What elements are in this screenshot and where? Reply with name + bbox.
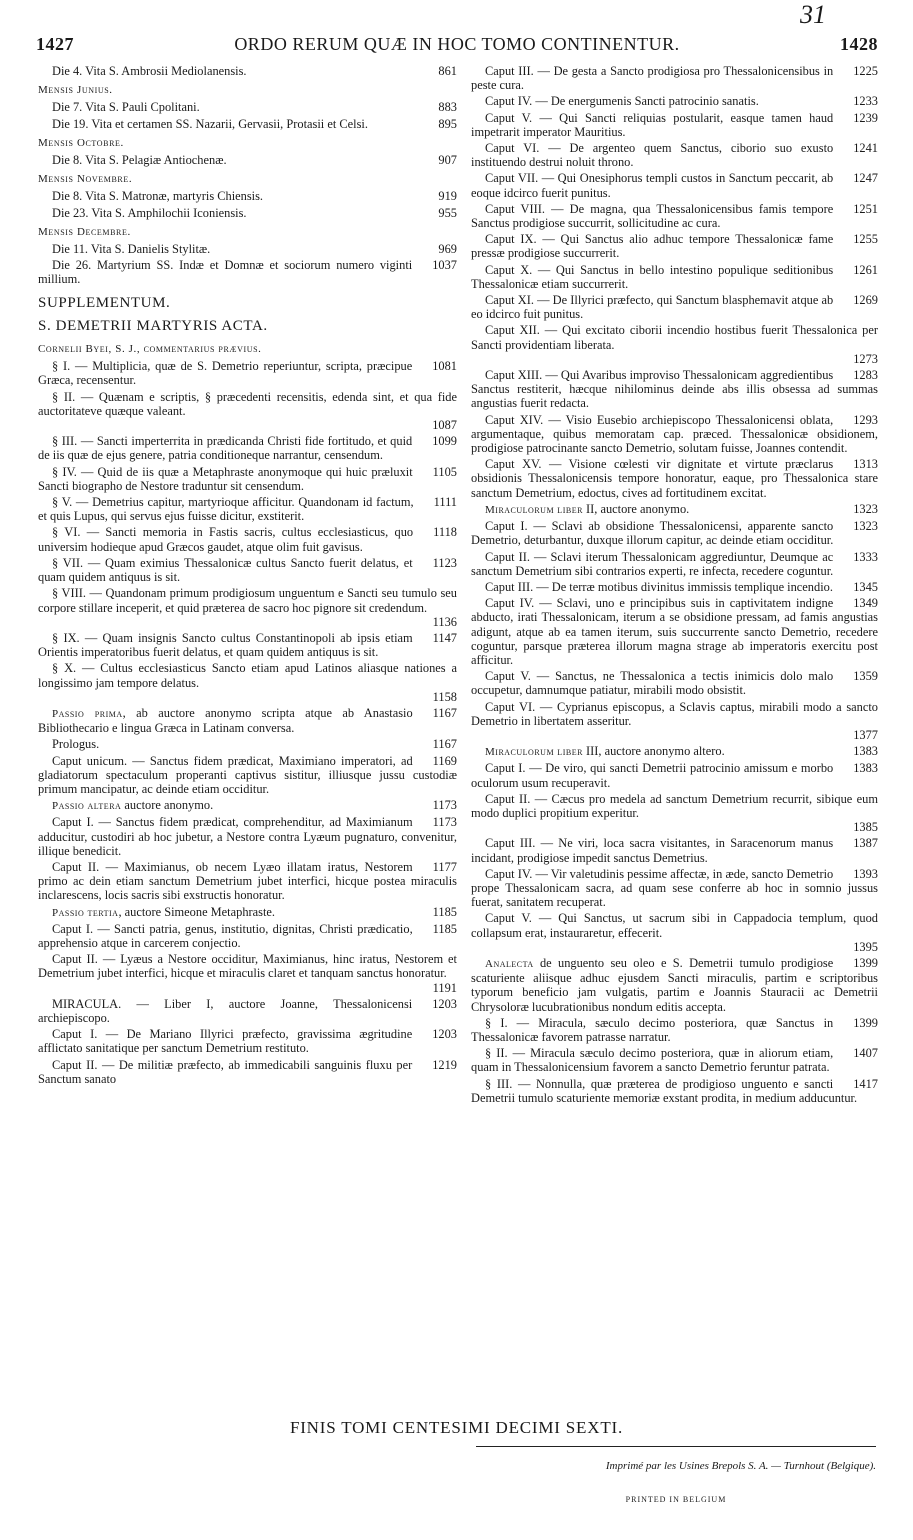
toc-entry <box>38 390 457 433</box>
toc-entry-text: Caput II. — Maximianus, ob necem Lyæo illatam iratus, Nestorem primo ac dein etiam sanctum Demetrium jubet interfici, hicque postea miraculis inclarescens, locis sacris sibi exstructis honoratur. <box>38 859 457 903</box>
toc-page-number: 1173 <box>432 798 457 813</box>
toc-entry <box>38 631 457 659</box>
toc-entry-text: Caput VII. — Qui Onesiphorus templi custos in Sanctum peccarit, ab eoque idcirco fuerit punitus. <box>471 171 834 200</box>
toc-page-number: 1241 <box>853 141 878 156</box>
toc-entry <box>38 64 457 78</box>
toc-entry <box>38 737 457 751</box>
toc-page-number: 1123 <box>432 555 457 570</box>
toc-entry <box>38 815 457 858</box>
toc-entry-text: Passio prima, ab auctore anonymo scripta atque ab Anastasio Bibliothecario e lingua Græca in Latinam conversa. <box>38 705 413 736</box>
section-heading: Mensis Junius. <box>38 84 113 97</box>
toc-page-number: 1169 <box>432 753 457 768</box>
toc-entry <box>38 860 457 903</box>
toc-entry-text: Die 7. Vita S. Pauli Cpolitani. <box>52 100 200 115</box>
toc-entry <box>471 792 878 835</box>
toc-page-number: 1399 <box>853 1015 878 1030</box>
toc-entry <box>471 761 878 789</box>
toc-entry-text: Caput II. — Sclavi iterum Thessalonicam aggrediuntur, Deumque ac sanctum Demetrium sibi contrarios experti, re infecta, recedere coguntur. <box>471 549 834 578</box>
toc-entry <box>471 669 878 697</box>
toc-entry <box>471 956 878 1014</box>
toc-entry <box>38 495 457 523</box>
toc-entry <box>471 519 878 547</box>
toc-page-number: 1359 <box>853 669 878 684</box>
page-title: ORDO RERUM QUÆ IN HOC TOMO CONTINENTUR. <box>234 34 680 54</box>
toc-page-number: 1167 <box>432 705 457 720</box>
toc-entry-text: Caput VI. — Cyprianus episcopus, a Sclavis captus, mirabili modo a sancto Demetrio in libertatem asseritur. <box>471 699 878 728</box>
toc-page-number: 1111 <box>433 495 457 510</box>
toc-page-number: 1377 <box>853 727 878 742</box>
toc-entry-text: Caput IX. — Qui Sanctus alio adhuc tempore Thessalonicæ fame pressæ prodigiose succurrerit. <box>471 232 834 261</box>
toc-page-number: 969 <box>438 242 457 257</box>
toc-entry <box>471 323 878 366</box>
toc-entry-text: Die 11. Vita S. Danielis Stylitæ. <box>52 242 211 257</box>
toc-page-number: 1345 <box>853 579 878 594</box>
toc-entry <box>38 525 457 553</box>
toc-entry <box>471 911 878 954</box>
toc-entry <box>38 952 457 995</box>
toc-entry-text: § III. — Sancti imperterrita in prædicanda Christi fide fortitudo, et quid de iis quæ de ejus genere, patria conditioneque narrantur, censendum. <box>38 434 413 463</box>
toc-page-number: 1323 <box>853 519 878 534</box>
toc-page-number: 1081 <box>432 359 457 374</box>
toc-page-number: 1283 <box>853 368 878 383</box>
toc-entry <box>471 232 878 260</box>
toc-entry-text: Caput XII. — Qui excitato ciborii incendio hostibus fuerit Thessalonica per Sancti providentiam liberata. <box>471 323 878 352</box>
toc-page-number: 1251 <box>853 201 878 216</box>
right-column-number: 1428 <box>840 34 878 54</box>
toc-page-number: 1399 <box>853 955 878 970</box>
toc-page-number: 1087 <box>432 418 457 433</box>
toc-entry-text: Caput III. — De gesta a Sancto prodigiosa pro Thessalonicensibus in peste cura. <box>471 64 834 93</box>
toc-page-number: 1191 <box>432 980 457 995</box>
toc-page-number: 1393 <box>853 866 878 881</box>
toc-entry-text: § IX. — Quam insignis Sancto cultus Constantinopoli ab ipsis etiam Orientis imperatoribus fuerit delatus, et quam quidem antiquus is sit. <box>38 630 413 660</box>
toc-page-number: 1395 <box>853 939 878 954</box>
toc-entry <box>471 202 878 230</box>
toc-entry-text: Passio altera auctore anonymo. <box>52 798 214 813</box>
toc-entry-text: Caput XI. — De Illyrici præfecto, qui Sanctum blasphemavit atque ab eo idcirco fuit punitus. <box>471 293 834 322</box>
toc-entry-text: Caput III. — Ne viri, loca sacra visitantes, in Saracenorum manus incidant, prodigiose impedit sanctus Demetrius. <box>471 836 834 865</box>
toc-entry-text: § IV. — Quid de iis quæ a Metaphraste anonymoque qui huic præluxit Sancti biographo de Nestore traduntur sit censendum. <box>38 464 413 493</box>
toc-page-number: 1383 <box>853 744 878 759</box>
toc-entry-text: Die 23. Vita S. Amphilochii Iconiensis. <box>52 205 247 220</box>
toc-entry <box>38 434 457 462</box>
toc-page-number: 1313 <box>853 457 878 472</box>
toc-page-number: 1247 <box>853 171 878 186</box>
toc-entry-text: Caput V. — Qui Sanctus, ut sacrum sibi in Cappadocia templum, quod collapsum erat, instauraretur, effecerit. <box>471 911 878 940</box>
toc-entry <box>38 153 457 167</box>
toc-entry <box>471 413 878 456</box>
toc-entry-text: Miraculorum liber II, auctore anonymo. <box>485 501 690 516</box>
toc-entry <box>38 242 457 256</box>
footer-rule <box>476 1446 876 1447</box>
toc-entry-text: Die 4. Vita S. Ambrosii Mediolanensis. <box>52 64 247 78</box>
toc-entry <box>38 117 457 131</box>
toc-page-number: 1185 <box>432 904 457 919</box>
toc-entry <box>38 706 457 735</box>
toc-entry <box>471 94 878 108</box>
toc-page-number: 1118 <box>433 525 457 540</box>
toc-entry <box>38 1058 457 1086</box>
toc-entry-text: Caput XIII. — Qui Avaribus improviso Thessalonicam aggredientibus Sanctus restiterit, hæcque nihilominus deinde abs illis obsessa ad summas angustias fuerit redacta. <box>471 368 878 411</box>
section-heading: Mensis Novembre. <box>38 173 133 186</box>
toc-entry-text: Caput VI. — De argenteo quem Sanctus, ciborio suo exusto instituendo destrui noluit throno. <box>471 141 834 170</box>
toc-entry-text: Caput unicum. — Sanctus fidem prædicat, Maximiano imperatori, ad gladiatorum spectaculum properanti captivus sistitur, illiusque jussu custodiæ primum mancipatur, ac deinde etiam occiditur. <box>38 753 457 796</box>
toc-entry <box>471 64 878 92</box>
toc-page-number: 1239 <box>853 110 878 125</box>
toc-entry <box>471 550 878 578</box>
toc-entry <box>38 206 457 220</box>
toc-entry-text: Caput II. — Lyæus a Nestore occiditur, Maximianus, hinc iratus, Nestorem et Demetrium jubet interfici, hicque et miraculis claret et tanquam sanctus honoratur. <box>38 952 457 981</box>
toc-entry-text: § VI. — Sancti memoria in Fastis sacris, cultus ecclesiasticus, quo universim hodieque apud Græcos gaudet, atque olim fuit gavisus. <box>38 525 414 554</box>
toc-entry <box>471 293 878 321</box>
toc-page-number: 907 <box>438 153 457 168</box>
toc-page-number: 1385 <box>853 820 878 835</box>
toc-entry <box>38 922 457 950</box>
printed-in-belgium: PRINTED IN BELGIUM <box>625 1495 727 1504</box>
toc-entry-text: Die 8. Vita S. Matronæ, martyris Chiensis. <box>52 189 264 204</box>
toc-page-number: 1037 <box>432 258 457 273</box>
toc-entry <box>38 661 457 704</box>
toc-entry <box>38 100 457 114</box>
toc-page-number: 883 <box>438 100 457 115</box>
toc-entry-text: Caput I. — De Mariano Illyrici præfecto, gravissima ægritudine afflictato sanitatique per sanctum Demetrium restituto. <box>38 1027 413 1056</box>
toc-page-number: 1261 <box>853 262 878 277</box>
toc-entry-text: Caput V. — Qui Sancti reliquias postularit, easque tamen haud impetrarit imperator Mauritius. <box>471 110 834 139</box>
toc-entry-text: Die 26. Martyrium SS. Indæ et Domnæ et sociorum numero viginti millium. <box>38 258 413 287</box>
toc-page-number: 1417 <box>853 1076 878 1091</box>
toc-entry-text: § VIII. — Quandonam primum prodigiosum unguentum e Sancti seu tumulo seu corpore stillare inceperit, et quid præterea de sacro hoc pignore sit credendum. <box>38 586 457 615</box>
toc-entry <box>471 368 878 411</box>
toc-entry-text: Caput IV. — Sclavi, uno e principibus suis in captivitatem indigne abducto, irati Thessalonicam, iterum a se obsidione pressam, ad famis angustias adigunt, atque ab ea tamen iterum, suis succurrente sancto Demetrio, recedere coguntur, parsque præterea illorum magna strage ab imperatoris exercitu post afficitur. <box>471 596 878 667</box>
section-title: S. DEMETRII MARTYRIS ACTA. <box>38 317 268 334</box>
toc-page-number: 1407 <box>853 1046 878 1061</box>
toc-page-number: 1255 <box>853 232 878 247</box>
toc-entry <box>471 1046 878 1074</box>
running-header <box>36 34 878 56</box>
toc-entry-text: Caput II. — De militiæ præfecto, ab immedicabili sanguinis fluxu per Sanctum sanato <box>38 1057 413 1086</box>
toc-entry <box>471 502 878 517</box>
toc-entry-text: Caput I. — De viro, qui sancti Demetrii patrocinio amissum e morbo oculorum usum recuperavit. <box>471 761 834 790</box>
corner-page-mark: 31 <box>800 0 826 29</box>
toc-entry <box>471 744 878 759</box>
toc-entry <box>471 596 878 667</box>
toc-entry <box>38 189 457 203</box>
toc-entry-text: § X. — Cultus ecclesiasticus Sancto etiam apud Latinos aliasque nationes a longissimo jam tempore delatus. <box>38 661 457 690</box>
toc-entry <box>471 867 878 910</box>
toc-entry-text: Caput VIII. — De magna, qua Thessalonicensibus famis tempore Sanctus prodigiose succurrit, sollicitudine ac cura. <box>471 201 834 231</box>
section-heading: Cornelii Byei, S. J., commentarius prævius. <box>38 343 262 356</box>
right-column <box>471 64 878 1107</box>
toc-entry <box>471 171 878 199</box>
toc-entry <box>38 465 457 493</box>
toc-entry <box>38 556 457 584</box>
toc-entry-text: Caput I. — Sanctus fidem prædicat, comprehenditur, ad Maximianum adducitur, custodiri ab hoc jubetur, a Nestore contra Lyæum pugnaturo, convenitur, illique benedicit. <box>38 815 457 858</box>
left-column <box>38 64 457 1088</box>
toc-page-number: 955 <box>438 205 457 220</box>
toc-page-number: 1273 <box>853 351 878 366</box>
toc-page-number: 1203 <box>432 996 457 1011</box>
toc-entry-text: Prologus. <box>52 737 100 752</box>
toc-page-number: 1136 <box>432 614 457 629</box>
toc-entry <box>38 997 457 1025</box>
toc-entry <box>38 258 457 286</box>
toc-entry-text: Passio tertia, auctore Simeone Metaphraste. <box>52 904 275 919</box>
toc-page-number: 1167 <box>432 737 457 752</box>
toc-entry-text: § VII. — Quam eximius Thessalonicæ cultus Sancto fuerit delatus, et quam quidem antiquus is sit. <box>38 555 413 585</box>
toc-entry-text: § II. — Quænam e scriptis, § præcedenti recensitis, edenda sint, et qua fide auctoritateve quæque valeant. <box>38 389 457 418</box>
toc-entry <box>38 905 457 920</box>
toc-entry-text: MIRACULA. — Liber I, auctore Joanne, Thessalonicensi archiepiscopo. <box>38 996 413 1025</box>
printer-imprint: Imprimé par les Usines Brepols S. A. — Turnhout (Belgique). <box>605 1460 876 1472</box>
toc-entry-text: Miraculorum liber III, auctore anonymo altero. <box>485 744 725 759</box>
toc-entry-text: Caput I. — Sclavi ab obsidione Thessalonicensi, apparente sancto Demetrio, deturbantur, duxque illorum capitur, ac deinde etiam occiditur. <box>471 519 834 548</box>
toc-page-number: 1349 <box>853 596 878 611</box>
toc-page-number: 1099 <box>432 434 457 449</box>
toc-page-number: 1158 <box>432 689 457 704</box>
toc-page-number: 1323 <box>853 501 878 516</box>
toc-page-number: 1185 <box>432 921 457 936</box>
section-heading: Mensis Decembre. <box>38 225 131 238</box>
toc-entry <box>471 1016 878 1044</box>
toc-entry <box>38 359 457 387</box>
toc-entry-text: § III. — Nonnulla, quæ præterea de prodigioso unguento e sancti Demetrii tumulo scaturiente memoriæ exstant prodita, in medium adducuntur. <box>471 1076 858 1105</box>
toc-page-number: 1219 <box>432 1057 457 1072</box>
toc-page-number: 1173 <box>432 815 457 830</box>
toc-page-number: 1177 <box>432 859 457 874</box>
toc-entry-text: § I. — Multiplicia, quæ de S. Demetrio reperiuntur, scripta, præcipue Græca, recensentur. <box>38 359 413 388</box>
toc-entry-text: § II. — Miracula sæculo decimo posteriora, quæ in aliorum etiam, quam in Thessalonicensium favorem a sancto Demetrio feruntur patrata. <box>471 1046 834 1075</box>
toc-entry-text: Caput X. — Qui Sanctus in bello intestino populique seditionibus Thessalonicæ etiam succurrerit. <box>471 262 834 291</box>
toc-entry <box>38 1027 457 1055</box>
toc-entry-text: Caput I. — Sancti patria, genus, institutio, dignitas, Christi prædicatio, apprehensio atque in carcerem conjectio. <box>38 921 413 950</box>
toc-entry-text: Caput IV. — De energumenis Sancti patrocinio sanatis. <box>485 94 759 109</box>
toc-page-number: 1105 <box>432 464 457 479</box>
toc-entry-text: Caput V. — Sanctus, ne Thessalonica a tectis inimicis dolo malo occupetur, damnumque patiatur, mirabili modo obsistit. <box>471 669 834 698</box>
toc-page-number: 1387 <box>853 836 878 851</box>
section-heading: Mensis Octobre. <box>38 136 124 149</box>
toc-entry <box>471 111 878 139</box>
toc-entry-text: Die 8. Vita S. Pelagiæ Antiochenæ. <box>52 153 227 168</box>
toc-entry-text: § V. — Demetrius capitur, martyrioque afficitur. Quandonam id factum, et quis Lupus, qui servus ejus fuisse dicitur, exstiterit. <box>38 495 414 524</box>
toc-entry <box>471 580 878 594</box>
toc-entry-text: Caput III. — De terræ motibus divinitus immissis templique incendio. <box>485 579 833 594</box>
toc-entry <box>38 586 457 629</box>
toc-entry-text: Analecta de unguento seu oleo e S. Demetrii tumulo prodigiose scaturiente aliisque adhuc ejusdem Sancti miraculis, partim e scriptoribus typorum beneficio jam vulgatis, partim e Joannis Stauracii ac Demetrii Chrysoloræ lucubrationibus nondum editis accepta. <box>471 955 878 1014</box>
left-column-number: 1427 <box>36 34 74 54</box>
toc-page-number: 1233 <box>853 94 878 109</box>
toc-page-number: 1333 <box>853 549 878 564</box>
toc-page-number: 1147 <box>432 630 457 645</box>
toc-entry <box>38 798 457 813</box>
toc-entry-text: Caput IV. — Vir valetudinis pessime affectæ, in æde, sancto Demetrio prope Thessalonicam sacra, ad quam sese conferre ab hoc in somnio jussus fuerat, sanitatem recuperat. <box>471 866 878 910</box>
toc-page-number: 919 <box>438 189 457 204</box>
toc-page-number: 1293 <box>853 412 878 427</box>
toc-entry-text: § I. — Miracula, sæculo decimo posteriora, quæ Sanctus in Thessalonicæ favorem patrasse narratur. <box>471 1015 834 1044</box>
toc-entry <box>471 1077 878 1105</box>
toc-page-number: 895 <box>438 116 457 131</box>
toc-entry <box>471 263 878 291</box>
toc-entry <box>471 836 878 864</box>
toc-page-number: 1225 <box>853 64 878 78</box>
toc-entry-text: Caput XV. — Visione cœlesti vir dignitate et virtute præclarus obsidionis Thessalonicensis tempore honoratur, eaque, pro Thessalonica stare sanctum Demetrium, edoctus, cives ad fortitudinem excitat. <box>471 457 878 500</box>
toc-entry-text: Caput XIV. — Visio Eusebio archiepiscopo Thessalonicensi oblata, argumentaque, quibus memoratam cap. præced. Thessalonicæ obsidionem, prodigiose patrocinante sancto Demetrio, solutam fuisse, Joannes contendit. <box>471 412 878 456</box>
finis-line: FINIS TOMI CENTESIMI DECIMI SEXTI. <box>289 1418 624 1437</box>
toc-page-number: 1203 <box>432 1027 457 1042</box>
toc-page-number: 1383 <box>853 761 878 776</box>
toc-page-number: 861 <box>438 64 457 78</box>
toc-page-number: 1269 <box>853 293 878 308</box>
toc-entry <box>38 754 457 797</box>
toc-entry <box>471 457 878 500</box>
toc-entry-text: Caput II. — Cæcus pro medela ad sanctum Demetrium recurrit, sibique eum modo duplici propitium experitur. <box>471 791 878 820</box>
toc-entry <box>471 141 878 169</box>
section-title: SUPPLEMENTUM. <box>38 294 171 311</box>
toc-entry-text: Die 19. Vita et certamen SS. Nazarii, Gervasii, Protasii et Celsi. <box>52 116 368 131</box>
toc-entry <box>471 700 878 743</box>
